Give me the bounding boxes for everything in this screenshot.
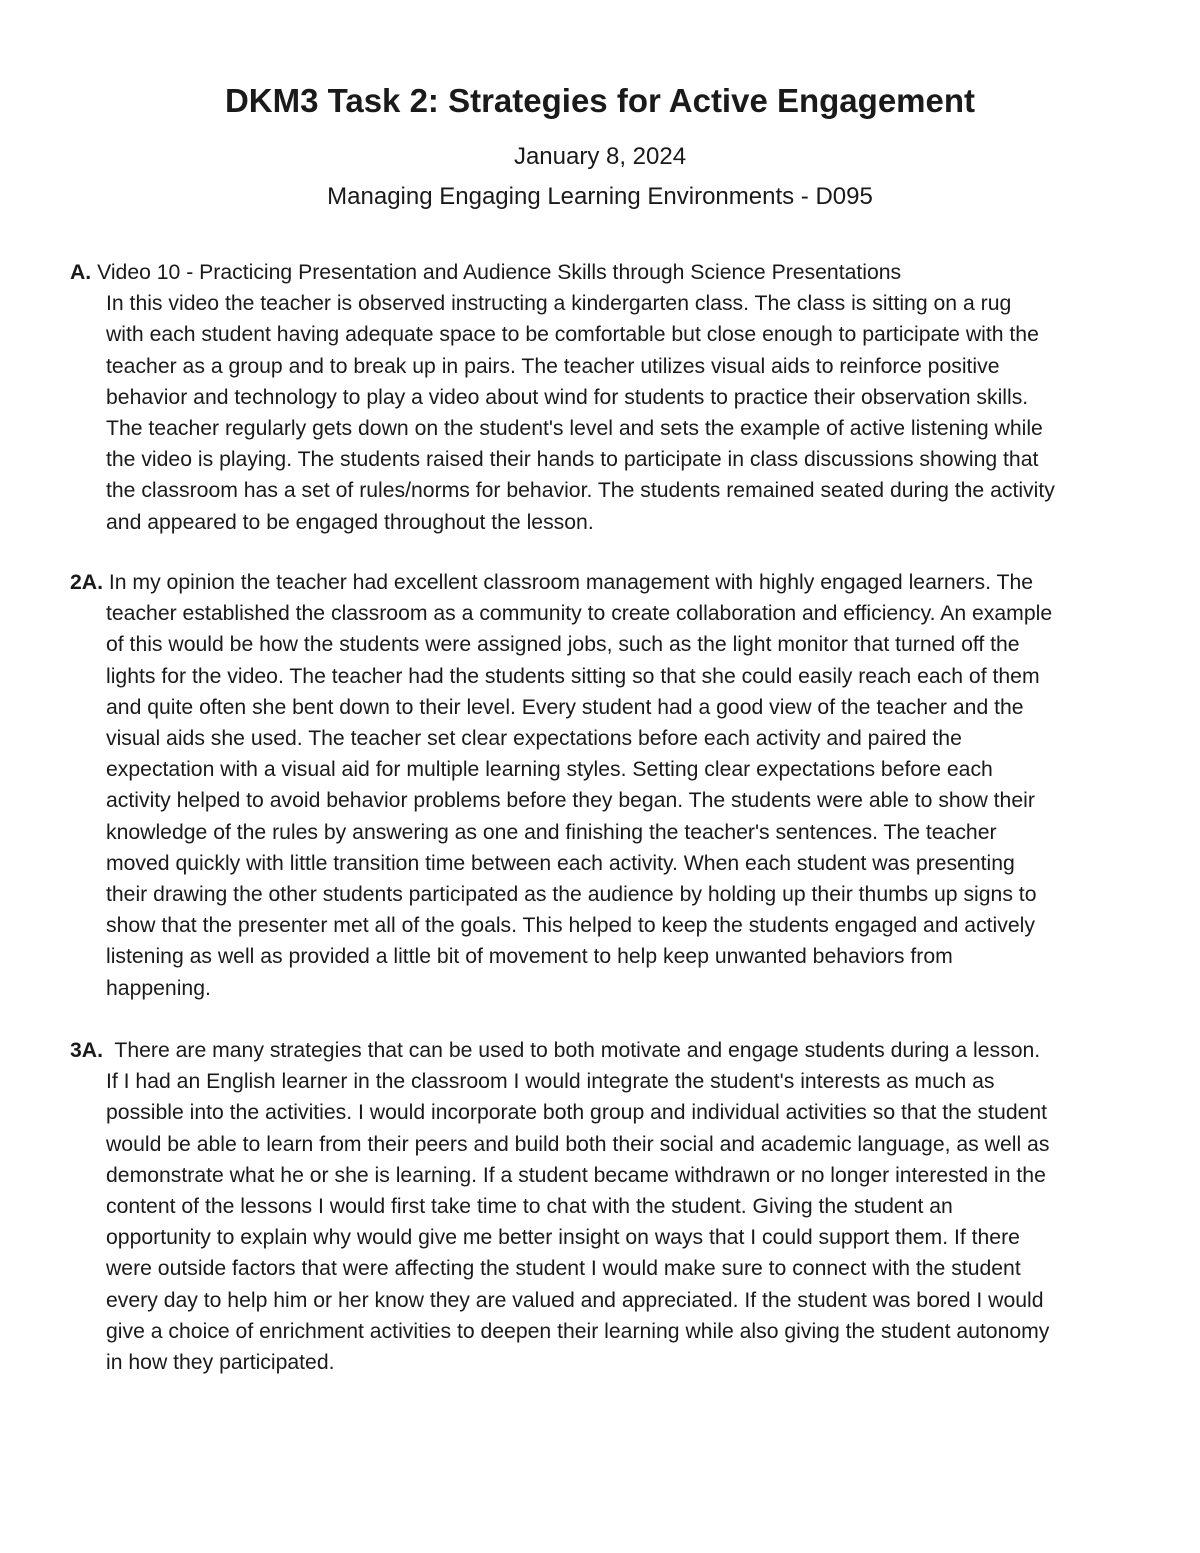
paragraph-line: If I had an English learner in the classroom I would integrate the student's interests as much as [106, 1070, 995, 1094]
paragraph-line: the video is playing. The students raised their hands to participate in class discussions showing that [106, 448, 1039, 472]
paragraph-line: lights for the video. The teacher had the students sitting so that she could easily reach each of them [106, 664, 1040, 688]
paragraph-line: every day to help him or her know they are valued and appreciated. If the student was bored I would [106, 1288, 1044, 1312]
section-2a [70, 567, 1170, 1004]
paragraph-line: and quite often she bent down to their level. Every student had a good view of the teacher and the [106, 695, 1024, 719]
paragraph-line: give a choice of enrichment activities to deepen their learning while also giving the student autonomy [106, 1319, 1050, 1343]
paragraph-line: of this would be how the students were assigned jobs, such as the light monitor that turned off the [106, 633, 1020, 657]
paragraph-line: visual aids she used. The teacher set clear expectations before each activity and paired the [106, 727, 962, 751]
paragraph-line: The teacher regularly gets down on the student's level and sets the example of active listening while [106, 417, 1043, 441]
paragraph-line: happening. [106, 976, 211, 1000]
paragraph-line: teacher as a group and to break up in pairs. The teacher utilizes visual aids to reinforce positive [106, 354, 1000, 378]
section-first-line-text: There are many strategies that can be used to both motivate and engage students during a lesson. [108, 1039, 1041, 1062]
section-first-line-text: In my opinion the teacher had excellent classroom management with highly engaged learners. The [108, 571, 1034, 594]
paragraph-line: content of the lessons I would first take time to chat with the student. Giving the student an [106, 1195, 953, 1219]
section-first-line-text: Video 10 - Practicing Presentation and Audience Skills through Science Presentations [97, 261, 902, 284]
paragraph-line: would be able to learn from their peers and build both their social and academic language, as well as [106, 1132, 1050, 1156]
section-a [70, 257, 1170, 538]
paragraph-line: listening as well as provided a little bit of movement to help keep unwanted behaviors from [106, 945, 953, 969]
paragraph-line: moved quickly with little transition time between each activity. When each student was presenting [106, 851, 1015, 875]
paragraph-line: were outside factors that were affecting the student I would make sure to connect with the student [106, 1257, 1021, 1281]
paragraph-line: expectation with a visual aid for multiple learning styles. Setting clear expectations before each [106, 758, 993, 782]
section-label: A. [70, 261, 92, 284]
document-date: January 8, 2024 [513, 143, 687, 170]
paragraph-line: the classroom has a set of rules/norms for behavior. The students remained seated during the activity [106, 479, 1055, 503]
paragraph-line: opportunity to explain why would give me better insight on ways that I could support them. If there [106, 1226, 1020, 1250]
paragraph-line: and appeared to be engaged throughout the lesson. [106, 510, 594, 534]
course-name: Managing Engaging Learning Environments - D095 [327, 183, 873, 210]
paragraph-line: teacher established the classroom as a community to create collaboration and efficiency. An example [106, 602, 1053, 626]
paragraph-line: in how they participated. [106, 1351, 335, 1375]
paragraph-line: show that the presenter met all of the goals. This helped to keep the students engaged and actively [106, 914, 1035, 938]
paragraph-line: knowledge of the rules by answering as one and finishing the teacher's sentences. The teacher [106, 820, 997, 844]
paragraph-line: demonstrate what he or she is learning. If a student became withdrawn or no longer interested in the [106, 1163, 1046, 1187]
paragraph-line: with each student having adequate space to be comfortable but close enough to participate with the [106, 323, 1039, 347]
paragraph-line: behavior and technology to play a video about wind for students to practice their observation skills. [106, 385, 1029, 409]
section-first-line [70, 257, 1170, 288]
section-label: 3A. [70, 1039, 103, 1062]
paragraph-line: possible into the activities. I would incorporate both group and individual activities so that the student [106, 1101, 1048, 1125]
section-first-line [70, 1035, 1170, 1066]
paragraph-line: activity helped to avoid behavior problems before they began. The students were able to show their [106, 789, 1035, 813]
section-3a [70, 1035, 1170, 1378]
paragraph-line: their drawing the other students participated as the audience by holding up their thumbs up signs to [106, 883, 1037, 907]
section-first-line [70, 567, 1170, 598]
document-title: DKM3 Task 2: Strategies for Active Engagement [224, 82, 976, 119]
paragraph-line: In this video the teacher is observed instructing a kindergarten class. The class is sitting on a rug [106, 292, 1012, 316]
section-label: 2A. [70, 571, 103, 594]
